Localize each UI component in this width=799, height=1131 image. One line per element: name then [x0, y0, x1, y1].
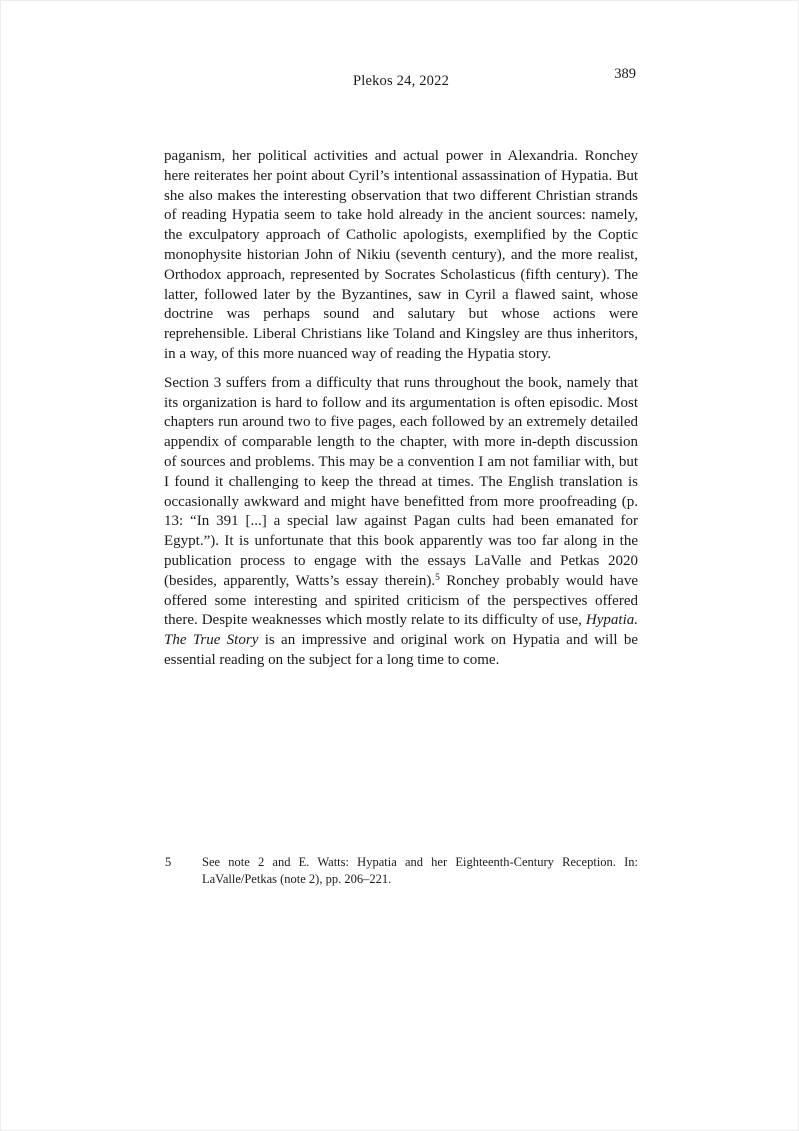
paragraph-2: [164, 374, 638, 671]
footnote: [164, 854, 638, 888]
running-head: [164, 66, 638, 90]
footnote-text: See note 2 and E. Watts: Hypatia and her Eighteenth-Century Reception. In: LaValle/Petkas (note 2), pp. 206–221.: [202, 855, 638, 886]
book-title: Hypatia. The True Story: [164, 612, 638, 649]
paragraph-2-part2: Ronchey probably would have offered some interesting and spirited criticism of the perspectives offered there. Despite weaknesses which mostly relate to its difficulty of use,: [164, 572, 638, 629]
paragraph-2-part3: is an impressive and original work on Hypatia and will be essential reading on the subject for a long time to come.: [164, 632, 638, 668]
footnote-reference: 5: [435, 572, 440, 583]
paragraph-1: paganism, her political activities and actual power in Alexandria. Ronchey here reiterates her point about Cyril’s intentional assassination of Hypatia. But she also makes the interesting observation that two different Christian strands of reading Hypatia seem to take hold already in the ancient sources: namely, the exculpatory approach of Catholic apologists, exemplified by the Coptic monophysite historian John of Nikiu (seventh century), and the more realist, Orthodox approach, represented by Socrates Scholasticus (fifth century). The latter, followed later by the Byzantines, saw in Cyril a flawed saint, whose doctrine was perhaps sound and salutary but whose actions were reprehensible. Liberal Christians like Toland and Kingsley are thus inheritors, in a way, of this more nuanced way of reading the Hypatia story.: [164, 148, 638, 362]
journal-header: Plekos 24, 2022: [352, 73, 450, 89]
footnote-number: 5: [165, 855, 172, 869]
paragraph-2-part1: Section 3 suffers from a difficulty that runs throughout the book, namely that its organization is hard to follow and its argumentation is often episodic. Most chapters run around two to five pages, each followed by an extremely detailed appendix of comparable length to the chapter, with more in-depth discussion of sources and problems. This may be a convention I am not familiar with, but I found it challenging to keep the thread at times. The English translation is occasionally awkward and might have benefitted from more proofreading (p. 13: “In 391 [...] a special law against Pagan cults had been emanated for Egypt.”). It is unfortunate that this book apparently was too far along in the publication process to engage with the essays LaValle and Petkas 2020 (besides, apparently, Watts’s essay therein).: [164, 374, 638, 589]
page-number: 389: [614, 66, 636, 82]
body-text: [164, 147, 638, 680]
